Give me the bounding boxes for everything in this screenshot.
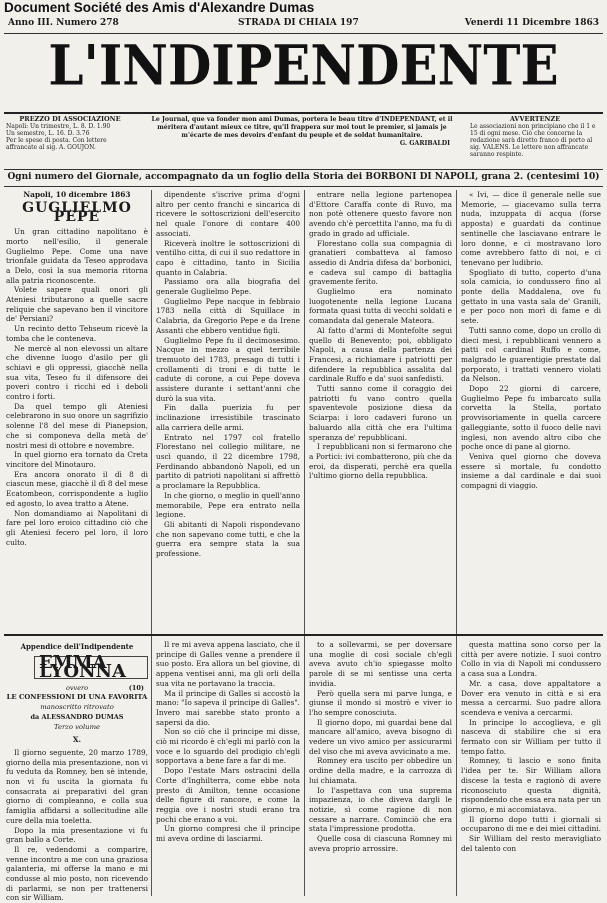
paragraph: dipendente s'iscrive prima d'ogni altro per cento franchi e sincarica di ricevere le sottoscrizioni dell'esercito nel quale l'onore di contare 400 associati. [156, 190, 300, 238]
paragraph: Entrato nel 1797 col fratello Florestano nel collegio militare, ne uscì quando, il 22 dicembre 1798, Ferdinando abbandonò Napoli, ed un partito di patrioti napolitani si affrettò a proclamare la Repubblica. [156, 432, 300, 491]
chapter-number: X. [72, 735, 82, 745]
paragraph: Al fatto d'armi di Montefolte segui quello di Benevento; poi, obbligato Napoli, a causa della partenza dei Francesi, a richiamare i patriotti per difendere la repubblica assalita dal cardinale Ruffo e da' suoi sanfedisti. [309, 325, 452, 384]
paragraph: Veniva quel giorno che doveva essere sì mortale, fu condotto insieme a dal cardinale e dai suoi compagni di viaggio. [461, 451, 601, 491]
paragraph: Florestano colla sua compagnia di granatieri combatteva al famoso assedio di Andria difesa da' borbonici, e cadeva sul campo di battaglia gravemente ferito. [309, 238, 452, 287]
issue-number: Anno III. Numero 278 [8, 18, 119, 28]
paragraph: « Ivi, — dice il generale nelle sue Memorie, — giacevamo sulla terra nuda, inzuppata di acqua (forse apposta) e guardati da continue sentinelle che lasciavano entrare le loro donne, e ci mostravano loro come avrebbero fatto di noi, e ci tenevano per ludibrio. [461, 190, 601, 267]
paragraph: Riceverà inoltre le sottoscrizioni di ventilho citta, di cui il suo redattore in capo è cittadino, tanto in Sicilia quanto in Calabria. [156, 238, 300, 277]
novel-title: EMMA LYONNA [34, 656, 148, 679]
subtitle-rule [4, 186, 603, 187]
motto-signature: G. GARIBALDI [399, 140, 450, 147]
novel-ovvero: ovvero [65, 683, 89, 692]
paragraph: Dopo l'estate Mars ostracini della Corte d'Inghilterra, come ebbe nota presto di Amilton, tenne occasione delle figure di rancore, e come la reggia ove i nostri studi erano tra pochi che erano a voi. [156, 766, 300, 824]
paragraph: Dopo la mia presentazione vi fu gran ballo a Corte. [6, 825, 148, 845]
novel-volume: Terzo volume [53, 722, 101, 731]
issue-date: Venerdi 11 Dicembre 1863 [464, 18, 599, 28]
paragraph: Non so ciò che il principe mi disse, ciò mi ricordo è ch'egli mi parlò con la voce e lo sguardo del prodigio ch'egli sopportava a bene fare a far di me. [156, 727, 300, 766]
paragraph: In quel giorno era tornato da Creta vincitore del Minotauro. [6, 450, 148, 469]
paragraph: In principe lo accoglieva, e gli nasceva di stabilire che si era fermato con sir William per tutto il tempo fatto. [461, 717, 601, 756]
paragraph: Era ancora onorato il dì 8 di ciascun mese, giacchè il dì 8 del mese Ecatombeon, corrispondente a luglio ed agosto, lo avea tratto a Atene. [6, 469, 148, 508]
paragraph: Guglielmo era nominato luogotenente nella legione Lucana formata quasi tutta di vecchi soldati e comandata dal generale Mateora. [309, 287, 452, 326]
column-1 [6, 190, 148, 630]
masthead-rule [4, 112, 603, 114]
paragraph: I repubblicani non si fermarono che a Portici: ivi combatterono, più che da eroi, da disperati, perchè era quella l'ultimo giorno della repubblica. [309, 442, 452, 481]
paragraph: Però quella sera mi parve lunga, e giunse il mondo si mostrò e viver io l'ho sempre conosciuta. [309, 688, 452, 717]
prezzo-box [6, 116, 134, 168]
paragraph: Ne mercè al non elevossi un altare che divenne luogo d'asilo per gli schiavi e gli oppressi, giacchè nella sua vita, Teseo fu il difensore dei poveri contro i ricchi ed i deboli contro i forti. [6, 343, 148, 402]
avvertenze-text: Le associazioni non principiano che il 1 e 15 di ogni mese. Ciò che concerne la redazione sarà diretto franco di porto al sig. VALENS. Le lettere non affrancate saranno respinte. [470, 123, 596, 158]
avvertenze-title: AVVERTENZE [509, 115, 561, 123]
subtitle: Ogni numero del Giornale, accompagnato da un foglio della Storia dei BORBONI DI NAPOLI, grana 2. (centesimi 10) [7, 172, 600, 182]
avvertenze-box [470, 116, 600, 168]
paragraph: Mr. a casa, dove appaltatore a Dover era venuto in città e si era messa a cercarmi. Suo padre allora scendeva e veniva a cercarmi. [461, 678, 601, 717]
paragraph: Romney, ti lascio e sono finita l'idea per te. Sir William allora discese la testa e ragionò di avere riconosciuto questa dignità, rispondendo che essa era nata per un giorno, e mi accomiatava. [461, 756, 601, 814]
paragraph: Un giorno compresi che il principe mi aveva ordine di lasciarmi. [156, 824, 300, 844]
column-4 [461, 190, 601, 630]
paragraph: Fin dalla puerizia fu per inclinazione irresistibile trascinato alla carriera delle armi. [156, 403, 300, 432]
paragraph: Il giorno dopo, mi guardai bene dal mancare all'amico, aveva bisogno di vedere un vivo amico per assicurarmi del viso che mi aveva avvicinato a me. [309, 717, 452, 756]
column-divider [304, 190, 305, 896]
prezzo-line: Napoli: Un trimestre, L. 8. D. 1.90 [6, 123, 111, 130]
masthead-title: L'INDIPENDENTE [48, 32, 559, 98]
novel-author: da ALESSANDRO DUMAS [30, 712, 124, 721]
appendix-column-3 [309, 640, 452, 896]
paragraph: Io l'aspettava con una suprema impazienza, io che diveva dargli le notizie, sì come ragione di non cessare a narrare. Cominciò che era stata l'impressione prodotta. [309, 785, 452, 834]
paragraph: Quelle cosa di ciascuna Romney mi aveva proprio arrossire. [309, 834, 452, 853]
prezzo-line: Un semestre, L. 16. D. 3.76 [6, 130, 90, 137]
prezzo-line: Per le spese di posta. Con lettere affrancate al sig. A. GOUJON. [6, 137, 107, 151]
appendix-column-2 [156, 640, 300, 896]
paragraph: Da quel tempo gli Ateniesi celebrarono in suo onore un sagrifizio solenne l'8 del mese di Pianepsion, che si componeva della metà de' nostri mesi di ottobre e novembre. [6, 401, 148, 450]
paragraph: Il giorno dopo tutti i giornali si occuparono di me e dei miei cittadini. [461, 814, 601, 834]
issue-address: STRADA DI CHIAIA 197 [238, 18, 359, 28]
motto-text: Le Journal, que va fonder mon ami Dumas, portera le beau titre d'INDEPENDANT, et il méritera d'autant mieux ce titre, qu'il frappera sur moi tout le premier, si jamais je m'écarte de mes devoirs d'enfant du peuple et de soldat humanitaire. [151, 116, 453, 139]
column-2 [156, 190, 300, 630]
appendix-title: Appendice dell'Indipendente [20, 642, 134, 651]
paragraph: Ma il principe di Galles si accostò la mano: "Io sapeva il principe di Galles". Invero mai sarebbe stato pronto a sapersi da dio. [156, 688, 300, 727]
paragraph: Il giorno seguente, 20 marzo 1789, giorno della mia presentazione, non vi fu veduta da Romney, ben sè intende, non vi fu uscita la giornata fu consacrata ai preparativi del gran giorno di compleanno, e colla sua famiglia affidarsi a sollecitudine alle cure della mia toeletta. [6, 747, 148, 825]
paragraph: Il re, vedendomi a comparire, venne incontro a me con una graziosa galanteria, mi offerse la mano e mi condusse al mio posto, non ricevendo di parlarmi, se non per trattenersi con sir William. [6, 844, 148, 903]
paragraph: Non domandiamo ai Napolitani di fare pel loro eroico cittadino ciò che gli Ateniesi fecero pel loro, il loro culto. [6, 508, 148, 547]
paragraph: Tutti sanno come il coraggio dei patriotti fu vano contro quella spaventevole posizione diesa da Sciarpa: i loro cadaveri furono un baluardo alla città che era l'ultima speranza de' repubblicani. [309, 384, 452, 442]
article-heading: GUGLIELMO PEPE [22, 199, 132, 226]
paragraph: Dopo 22 giorni di carcere, Guglielmo Pepe fu imbarcato sulla corvetta la Stella, portato provvisoriamente in quella carcere galleggiante, sotto il fuoco delle navi inglesi, non avendo altro cibo che poche once di pane al giorno. [461, 384, 601, 452]
paragraph: Spogliato di tutto, coperto d'una sola camicia, io condussero fino al ponte della Maddalena, ove fu gettato in una vasta sala de' Granili, e per poco non morì di fame e di sete. [461, 267, 601, 326]
paragraph: Volete sapere quali onori gli Ateniesi tributarono a quelle sacre reliquie che sapevano ben il vincitore de' Persiani? [6, 285, 148, 324]
motto-box [146, 116, 458, 168]
paragraph: entrare nella legione partenopea d'Ettore Caraffa conte di Ruvo, ma non potè ottenere questo favore non avendo ch'è percettita l'anno, ma fu di grado in grado ad ufficiale. [309, 190, 452, 238]
column-divider [151, 190, 152, 896]
paragraph: Gli abitanti di Napoli rispondevano che non sapevano come tutti, e che la guerra era sempre stata la sua professione. [156, 519, 300, 559]
issue-row [6, 18, 601, 32]
column-divider [456, 190, 457, 896]
paragraph: Un gran cittadino napolitano è morto nell'esilio, il generale Guglielmo Pepe. Come una nave trionfale guidata da Teseo approdava a Delo, così la sua memoria ritorna alla patria riconoscente. [6, 227, 148, 285]
episode-number: (10) [128, 683, 144, 692]
feuilleton-rule [4, 634, 603, 636]
paragraph: In che giorno, o meglio in quell'anno memorabile, Pepe era entrato nella legione. [156, 490, 300, 520]
appendix-column-4 [461, 640, 601, 896]
paragraph: Guglielmo Pepe fu il decimosesimo. Nacque in mezzo a quel terribile tremuoto del 1783, presago di tutti i crollamenti di troni e di tutte le cadute di corone, a cui Pepe doveva assistere durante i settant'anni che durò la sua vita. [156, 335, 300, 403]
watermark: Document Société des Amis d'Alexandre Dumas [4, 0, 315, 15]
paragraph: Sir William del resto meravigliato del talento con [461, 834, 601, 853]
dateline: Napoli, 10 dicembre 1863 [23, 190, 131, 199]
paragraph: to a sollevarmi, se per doversare una moglie di così sociale ch'egli aveva avuto ch'io spiegasse molto parole di se mi sentisse una certa invidia. [309, 640, 452, 688]
novel-subtitle: LE CONFESSIONI DI UNA FAVORITA [6, 693, 148, 702]
paragraph: Tutti sanno come, dopo un crollo di dieci mesi, i repubblicani vennero a patti col cardinal Ruffo e come, malgrado le guarentigie prestate dal porporato, i trattati vennero violati da Nelson. [461, 325, 601, 384]
paragraph: Passiamo ora alla biografia del generale Guglielmo Pepe. [156, 277, 300, 297]
paragraph: questa mattina sono corso per la città per avere notizie. I suoi contro Collo in via di Napoli mi condussero a casa sua a Londra. [461, 640, 601, 679]
novel-subtitle-2: manoscritto ritrovato [40, 703, 114, 712]
column-3 [309, 190, 452, 630]
header-rule [4, 169, 603, 170]
paragraph: Guglielmo Pepe nacque in febbraio 1783 nella città di Squillace in Calabria, da Gregorio Pepe e da Irene Assanti che ebbero ventidue figli. [156, 296, 300, 335]
paragraph: Romney era uscito per obbedire un ordine della madre, e la carrozza di lui chiamata. [309, 756, 452, 785]
prezzo-title: PREZZO DI ASSOCIAZIONE [19, 115, 121, 123]
paragraph: Un recinto detto Tehseum ricevè la tomba che le conteneva. [6, 324, 148, 343]
appendix-column [6, 638, 148, 903]
paragraph: Il re mi aveva appena lasciato, che il principe di Galles venne a prendere il suo posto. Era allora un bel giovine, di appena ventisei anni, ma gli orli della sua vita ne portavano la traccia. [156, 640, 300, 688]
